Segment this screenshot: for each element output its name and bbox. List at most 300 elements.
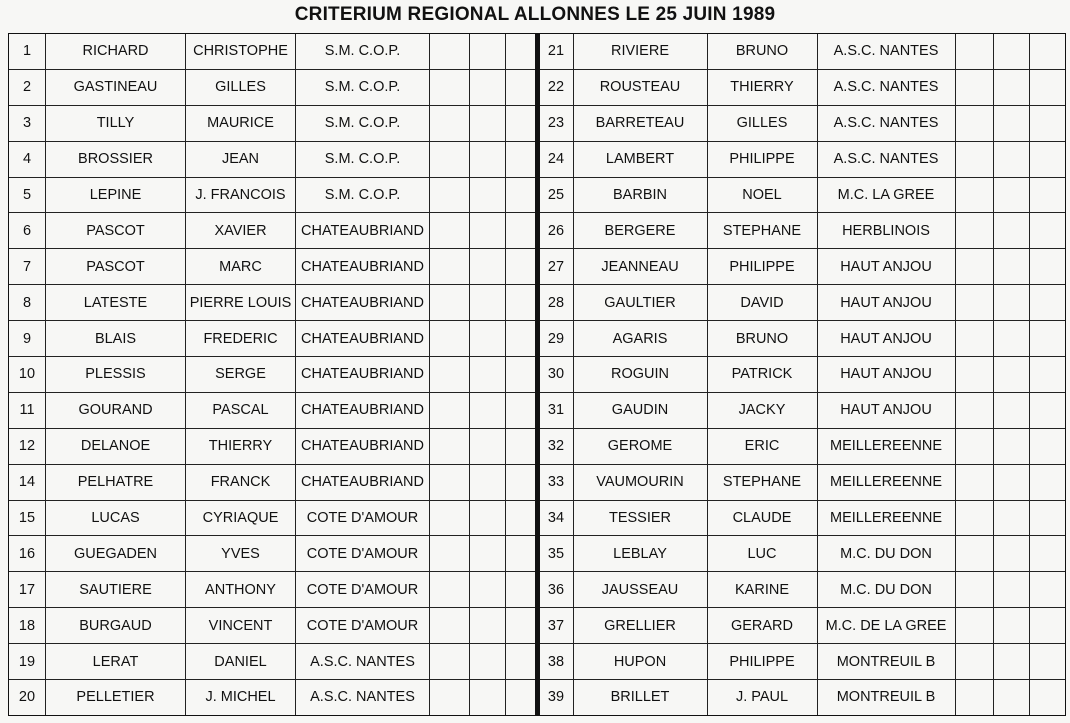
rider-number: 33	[547, 474, 565, 491]
rider-number: 29	[547, 330, 565, 347]
rider-club: A.S.C. NANTES	[817, 70, 955, 105]
empty-cell	[955, 285, 993, 320]
rider-club: A.S.C. NANTES	[295, 644, 429, 679]
empty-cell	[429, 249, 469, 284]
rider-club: HAUT ANJOU	[817, 249, 955, 284]
rider-first-name: ANTHONY	[185, 572, 295, 607]
page-title: CRITERIUM REGIONAL ALLONNES LE 25 JUIN 1989	[294, 4, 776, 25]
empty-cell	[505, 249, 535, 284]
empty-cell	[1029, 106, 1066, 141]
empty-cell	[1029, 465, 1066, 500]
rider-last-name: RIVIERE	[573, 34, 707, 69]
entry-table-left-half	[9, 34, 535, 715]
table-row	[540, 607, 1066, 643]
empty-cell	[993, 501, 1029, 536]
rider-number: 26	[547, 222, 565, 239]
rider-last-name: PASCOT	[45, 213, 185, 248]
rider-last-name: GAULTIER	[573, 285, 707, 320]
empty-cell	[429, 465, 469, 500]
rider-last-name: SAUTIERE	[45, 572, 185, 607]
empty-cell	[955, 608, 993, 643]
rider-number: 11	[19, 402, 35, 419]
rider-club: S.M. C.O.P.	[295, 178, 429, 213]
rider-last-name: GAUDIN	[573, 393, 707, 428]
rider-last-name: PELHATRE	[45, 465, 185, 500]
empty-cell	[1029, 429, 1066, 464]
empty-cell	[505, 393, 535, 428]
empty-cell	[1029, 572, 1066, 607]
table-row	[540, 212, 1066, 248]
empty-cell	[955, 70, 993, 105]
empty-cell	[955, 142, 993, 177]
empty-cell	[955, 213, 993, 248]
rider-club: A.S.C. NANTES	[817, 142, 955, 177]
table-row	[9, 500, 535, 536]
entry-table-right-half	[535, 34, 1066, 715]
table-row	[9, 248, 535, 284]
empty-cell	[505, 213, 535, 248]
rider-first-name: FRANCK	[185, 465, 295, 500]
rider-club: A.S.C. NANTES	[295, 680, 429, 715]
rider-last-name: BARBIN	[573, 178, 707, 213]
empty-cell	[1029, 680, 1066, 715]
empty-cell	[505, 536, 535, 571]
empty-cell	[1029, 644, 1066, 679]
rider-last-name: LEPINE	[45, 178, 185, 213]
empty-cell	[469, 572, 505, 607]
empty-cell	[429, 70, 469, 105]
rider-last-name: BROSSIER	[45, 142, 185, 177]
rider-club: M.C. DU DON	[817, 572, 955, 607]
empty-cell	[1029, 178, 1066, 213]
empty-cell	[469, 142, 505, 177]
rider-club: CHATEAUBRIAND	[295, 321, 429, 356]
empty-cell	[1029, 285, 1066, 320]
empty-cell	[955, 34, 993, 69]
rider-number: 18	[18, 617, 36, 634]
empty-cell	[955, 465, 993, 500]
rider-first-name: DANIEL	[185, 644, 295, 679]
rider-club: M.C. DE LA GREE	[817, 608, 955, 643]
empty-cell	[955, 536, 993, 571]
rider-number: 37	[547, 617, 565, 634]
rider-last-name: ROUSTEAU	[573, 70, 707, 105]
rider-club: S.M. C.O.P.	[295, 34, 429, 69]
empty-cell	[993, 608, 1029, 643]
rider-club: CHATEAUBRIAND	[295, 357, 429, 392]
rider-number: 4	[22, 151, 32, 168]
table-row	[540, 571, 1066, 607]
rider-first-name: JACKY	[707, 393, 817, 428]
rider-last-name: GOURAND	[45, 393, 185, 428]
rider-last-name: ROGUIN	[573, 357, 707, 392]
rider-number: 2	[22, 79, 32, 96]
empty-cell	[505, 608, 535, 643]
rider-first-name: J. PAUL	[707, 680, 817, 715]
empty-cell	[469, 608, 505, 643]
rider-number: 1	[22, 43, 32, 60]
empty-cell	[505, 178, 535, 213]
rider-number: 9	[22, 330, 32, 347]
rider-club: HAUT ANJOU	[817, 357, 955, 392]
empty-cell	[993, 285, 1029, 320]
rider-last-name: AGARIS	[573, 321, 707, 356]
empty-cell	[993, 34, 1029, 69]
rider-last-name: JEANNEAU	[573, 249, 707, 284]
rider-club: CHATEAUBRIAND	[295, 285, 429, 320]
rider-first-name: THIERRY	[707, 70, 817, 105]
empty-cell	[1029, 501, 1066, 536]
rider-club: COTE D'AMOUR	[295, 572, 429, 607]
rider-number: 30	[547, 366, 565, 383]
table-row	[9, 607, 535, 643]
empty-cell	[993, 321, 1029, 356]
empty-cell	[1029, 393, 1066, 428]
rider-first-name: GILLES	[185, 70, 295, 105]
rider-first-name: MARC	[185, 249, 295, 284]
empty-cell	[429, 608, 469, 643]
rider-number: 36	[547, 581, 565, 598]
table-row	[540, 69, 1066, 105]
rider-last-name: LERAT	[45, 644, 185, 679]
rider-number: 19	[18, 653, 36, 670]
rider-first-name: JEAN	[185, 142, 295, 177]
empty-cell	[429, 34, 469, 69]
empty-cell	[429, 572, 469, 607]
empty-cell	[955, 249, 993, 284]
empty-cell	[505, 429, 535, 464]
empty-cell	[955, 357, 993, 392]
rider-last-name: BURGAUD	[45, 608, 185, 643]
empty-cell	[429, 536, 469, 571]
empty-cell	[993, 393, 1029, 428]
empty-cell	[469, 680, 505, 715]
rider-club: HAUT ANJOU	[817, 393, 955, 428]
table-row	[9, 284, 535, 320]
table-row	[9, 105, 535, 141]
rider-number: 17	[18, 581, 36, 598]
table-row	[540, 105, 1066, 141]
rider-number: 35	[547, 545, 565, 562]
rider-club: COTE D'AMOUR	[295, 501, 429, 536]
rider-number: 14	[18, 474, 36, 491]
empty-cell	[505, 644, 535, 679]
empty-cell	[993, 536, 1029, 571]
empty-cell	[993, 357, 1029, 392]
empty-cell	[505, 285, 535, 320]
empty-cell	[429, 142, 469, 177]
rider-club: MONTREUIL B	[817, 644, 955, 679]
empty-cell	[955, 680, 993, 715]
empty-cell	[469, 501, 505, 536]
rider-number: 6	[22, 222, 32, 239]
rider-last-name: GRELLIER	[573, 608, 707, 643]
rider-first-name: GERARD	[707, 608, 817, 643]
table-row	[540, 248, 1066, 284]
empty-cell	[955, 644, 993, 679]
empty-cell	[469, 106, 505, 141]
rider-number: 15	[18, 510, 36, 527]
empty-cell	[505, 501, 535, 536]
rider-last-name: RICHARD	[45, 34, 185, 69]
empty-cell	[505, 321, 535, 356]
empty-cell	[993, 213, 1029, 248]
table-row	[9, 392, 535, 428]
rider-first-name: BRUNO	[707, 321, 817, 356]
rider-club: S.M. C.O.P.	[295, 106, 429, 141]
empty-cell	[505, 142, 535, 177]
rider-last-name: LEBLAY	[573, 536, 707, 571]
rider-first-name: CLAUDE	[707, 501, 817, 536]
empty-cell	[469, 249, 505, 284]
rider-first-name: J. MICHEL	[185, 680, 295, 715]
rider-number: 28	[547, 294, 565, 311]
empty-cell	[429, 321, 469, 356]
empty-cell	[469, 357, 505, 392]
rider-first-name: CHRISTOPHE	[185, 34, 295, 69]
rider-last-name: PELLETIER	[45, 680, 185, 715]
empty-cell	[469, 34, 505, 69]
rider-first-name: VINCENT	[185, 608, 295, 643]
rider-first-name: ERIC	[707, 429, 817, 464]
empty-cell	[1029, 536, 1066, 571]
empty-cell	[955, 321, 993, 356]
rider-last-name: GUEGADEN	[45, 536, 185, 571]
empty-cell	[1029, 249, 1066, 284]
rider-last-name: HUPON	[573, 644, 707, 679]
table-row	[9, 356, 535, 392]
rider-last-name: LAMBERT	[573, 142, 707, 177]
rider-number: 34	[547, 510, 565, 527]
empty-cell	[505, 34, 535, 69]
empty-cell	[1029, 321, 1066, 356]
rider-last-name: DELANOE	[45, 429, 185, 464]
rider-first-name: BRUNO	[707, 34, 817, 69]
rider-number: 12	[18, 438, 36, 455]
empty-cell	[505, 70, 535, 105]
rider-last-name: BARRETEAU	[573, 106, 707, 141]
table-row	[540, 284, 1066, 320]
table-row	[9, 34, 535, 69]
rider-first-name: THIERRY	[185, 429, 295, 464]
rider-last-name: BLAIS	[45, 321, 185, 356]
empty-cell	[505, 465, 535, 500]
rider-number: 10	[18, 366, 36, 383]
rider-club: CHATEAUBRIAND	[295, 429, 429, 464]
rider-club: MEILLEREENNE	[817, 429, 955, 464]
empty-cell	[993, 465, 1029, 500]
rider-club: S.M. C.O.P.	[295, 70, 429, 105]
rider-first-name: NOEL	[707, 178, 817, 213]
table-row	[9, 428, 535, 464]
empty-cell	[1029, 213, 1066, 248]
empty-cell	[993, 680, 1029, 715]
rider-last-name: PASCOT	[45, 249, 185, 284]
rider-last-name: BRILLET	[573, 680, 707, 715]
rider-number: 22	[547, 79, 565, 96]
rider-club: CHATEAUBRIAND	[295, 249, 429, 284]
entry-table	[8, 33, 1066, 716]
table-row	[9, 320, 535, 356]
rider-last-name: TESSIER	[573, 501, 707, 536]
empty-cell	[1029, 142, 1066, 177]
rider-number: 31	[547, 402, 565, 419]
rider-first-name: PIERRE LOUIS	[185, 285, 295, 320]
rider-number: 3	[22, 115, 32, 132]
empty-cell	[469, 644, 505, 679]
empty-cell	[955, 106, 993, 141]
rider-last-name: TILLY	[45, 106, 185, 141]
rider-number: 25	[547, 187, 565, 203]
rider-number: 21	[547, 43, 565, 60]
rider-club: M.C. LA GREE	[817, 178, 955, 213]
empty-cell	[505, 357, 535, 392]
rider-club: A.S.C. NANTES	[817, 106, 955, 141]
empty-cell	[1029, 357, 1066, 392]
rider-number: 39	[547, 689, 565, 706]
rider-number: 20	[18, 689, 36, 706]
rider-first-name: MAURICE	[185, 106, 295, 141]
table-row	[9, 69, 535, 105]
empty-cell	[993, 249, 1029, 284]
empty-cell	[505, 680, 535, 715]
empty-cell	[469, 536, 505, 571]
rider-club: A.S.C. NANTES	[817, 34, 955, 69]
rider-club: CHATEAUBRIAND	[295, 213, 429, 248]
table-row	[540, 428, 1066, 464]
table-row	[540, 500, 1066, 536]
rider-first-name: CYRIAQUE	[185, 501, 295, 536]
rider-club: MONTREUIL B	[817, 680, 955, 715]
table-row	[540, 643, 1066, 679]
empty-cell	[993, 70, 1029, 105]
rider-last-name: LATESTE	[45, 285, 185, 320]
rider-first-name: FREDERIC	[185, 321, 295, 356]
empty-cell	[469, 213, 505, 248]
empty-cell	[469, 178, 505, 213]
rider-last-name: GASTINEAU	[45, 70, 185, 105]
rider-last-name: GEROME	[573, 429, 707, 464]
empty-cell	[429, 213, 469, 248]
rider-first-name: KARINE	[707, 572, 817, 607]
rider-first-name: DAVID	[707, 285, 817, 320]
empty-cell	[955, 429, 993, 464]
empty-cell	[993, 178, 1029, 213]
empty-cell	[993, 142, 1029, 177]
table-row	[540, 34, 1066, 69]
rider-number: 23	[547, 115, 565, 132]
rider-last-name: PLESSIS	[45, 357, 185, 392]
rider-first-name: STEPHANE	[707, 465, 817, 500]
empty-cell	[429, 106, 469, 141]
rider-club: CHATEAUBRIAND	[295, 465, 429, 500]
empty-cell	[469, 70, 505, 105]
empty-cell	[993, 106, 1029, 141]
rider-first-name: PASCAL	[185, 393, 295, 428]
table-row	[540, 392, 1066, 428]
rider-first-name: PHILIPPE	[707, 142, 817, 177]
empty-cell	[469, 285, 505, 320]
rider-first-name: PHILIPPE	[707, 644, 817, 679]
rider-club: HAUT ANJOU	[817, 321, 955, 356]
rider-first-name: PHILIPPE	[707, 249, 817, 284]
table-row	[540, 320, 1066, 356]
rider-number: 24	[547, 151, 565, 168]
rider-first-name: J. FRANCOIS	[185, 178, 295, 213]
table-row	[9, 643, 535, 679]
rider-first-name: LUC	[707, 536, 817, 571]
rider-number: 5	[22, 187, 32, 203]
rider-first-name: XAVIER	[185, 213, 295, 248]
empty-cell	[1029, 608, 1066, 643]
table-row	[540, 464, 1066, 500]
table-row	[540, 141, 1066, 177]
rider-club: MEILLEREENNE	[817, 465, 955, 500]
rider-club: COTE D'AMOUR	[295, 536, 429, 571]
rider-club: CHATEAUBRIAND	[295, 393, 429, 428]
empty-cell	[429, 680, 469, 715]
empty-cell	[993, 572, 1029, 607]
rider-club: HAUT ANJOU	[817, 285, 955, 320]
empty-cell	[955, 501, 993, 536]
empty-cell	[505, 572, 535, 607]
table-row	[9, 464, 535, 500]
rider-first-name: PATRICK	[707, 357, 817, 392]
rider-number: 32	[547, 438, 565, 455]
rider-last-name: VAUMOURIN	[573, 465, 707, 500]
empty-cell	[429, 285, 469, 320]
empty-cell	[505, 106, 535, 141]
rider-club: COTE D'AMOUR	[295, 608, 429, 643]
rider-number: 38	[547, 653, 565, 670]
table-row	[9, 212, 535, 248]
empty-cell	[993, 429, 1029, 464]
table-row	[540, 679, 1066, 715]
table-row	[9, 141, 535, 177]
rider-first-name: STEPHANE	[707, 213, 817, 248]
table-row	[540, 177, 1066, 213]
rider-number: 27	[547, 258, 565, 275]
empty-cell	[955, 393, 993, 428]
rider-club: M.C. DU DON	[817, 536, 955, 571]
table-row	[9, 535, 535, 571]
empty-cell	[469, 465, 505, 500]
empty-cell	[429, 501, 469, 536]
empty-cell	[955, 178, 993, 213]
table-row	[540, 356, 1066, 392]
rider-last-name: JAUSSEAU	[573, 572, 707, 607]
empty-cell	[993, 644, 1029, 679]
empty-cell	[1029, 34, 1066, 69]
empty-cell	[1029, 70, 1066, 105]
rider-club: S.M. C.O.P.	[295, 142, 429, 177]
empty-cell	[429, 357, 469, 392]
rider-first-name: SERGE	[185, 357, 295, 392]
empty-cell	[469, 393, 505, 428]
rider-club: HERBLINOIS	[817, 213, 955, 248]
empty-cell	[955, 572, 993, 607]
rider-club: MEILLEREENNE	[817, 501, 955, 536]
rider-number: 7	[22, 258, 32, 275]
empty-cell	[469, 321, 505, 356]
empty-cell	[429, 393, 469, 428]
rider-number: 8	[22, 294, 32, 311]
rider-first-name: YVES	[185, 536, 295, 571]
table-row	[9, 571, 535, 607]
rider-last-name: LUCAS	[45, 501, 185, 536]
table-row	[9, 679, 535, 715]
table-row	[9, 177, 535, 213]
